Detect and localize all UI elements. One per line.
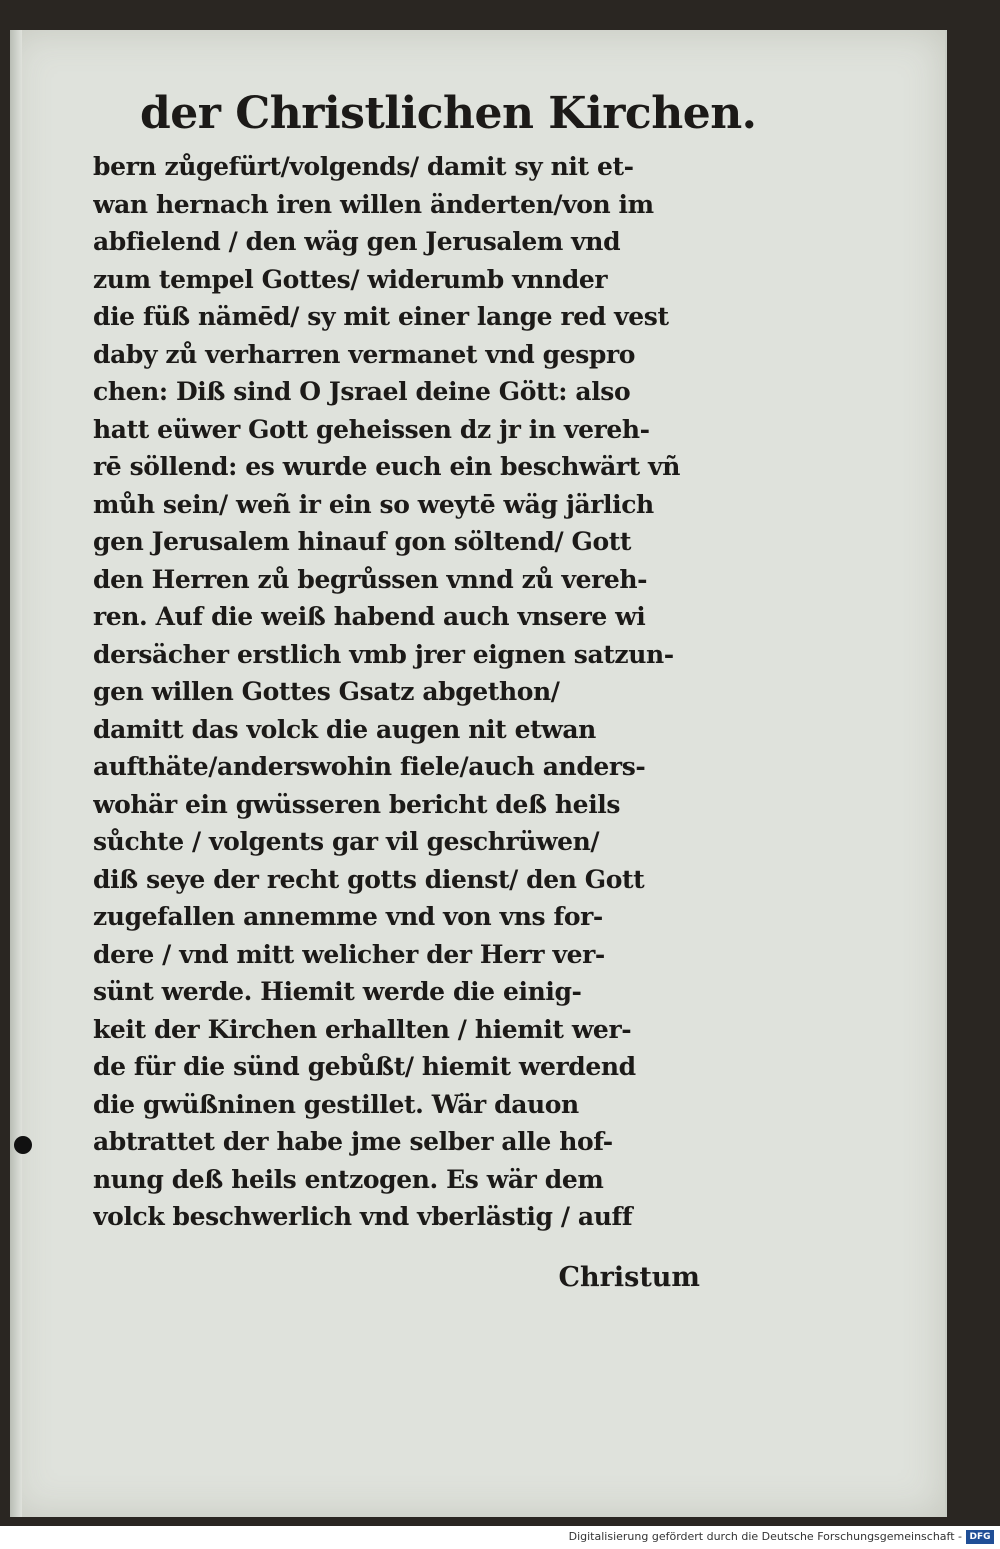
text-line: aufthäte/anderswohin fiele/auch anders-: [93, 752, 646, 781]
text-line: wohär ein gwüsseren bericht deß heils: [93, 789, 621, 819]
text-line: můh sein/ weñ ir ein so weytē wäg järlich: [93, 489, 654, 519]
catchword: Christum: [558, 1262, 700, 1293]
dfg-logo-icon: DFG: [966, 1530, 994, 1544]
text-line: daby zů verharren vermanet vnd gespro: [93, 339, 636, 369]
footer-bar: [0, 1526, 1000, 1549]
footer-credit: Digitalisierung gefördert durch die Deutsche Forschungsgemeinschaft -: [568, 1530, 962, 1543]
binding-hole-mark: [14, 1136, 32, 1154]
text-line: dersächer erstlich vmb jrer eignen satzun-: [93, 639, 674, 669]
text-line: rē söllend: es wurde euch ein beschwärt vñ: [93, 452, 681, 481]
text-line: volck beschwerlich vnd vberlästig / auff: [93, 1202, 633, 1231]
text-line: keit der Kirchen erhallten / hiemit wer-: [93, 1014, 632, 1044]
text-line: abfielend / den wäg gen Jerusalem vnd: [93, 227, 621, 256]
text-line: sünt werde. Hiemit werde die einig-: [93, 977, 582, 1006]
text-line: zum tempel Gottes/ widerumb vnnder: [93, 264, 608, 294]
page-gutter-edge: [10, 30, 22, 1517]
text-line: chen: Diß sind O Jsrael deine Gött: also: [93, 377, 631, 406]
text-line: de für die sünd gebůßt/ hiemit werdend: [93, 1052, 636, 1081]
text-line: hatt eüwer Gott geheissen dz jr in vereh-: [93, 414, 650, 444]
text-line: nung deß heils entzogen. Es wär dem: [93, 1164, 604, 1194]
running-head: der Christlichen Kirchen.: [140, 88, 757, 139]
text-line: ren. Auf die weiß habend auch vnsere wi: [93, 602, 646, 631]
text-line: die füß nämēd/ sy mit einer lange red vest: [93, 302, 669, 331]
text-line: zugefallen annemme vnd von vns for-: [93, 902, 603, 931]
text-line: gen Jerusalem hinauf gon söltend/ Gott: [93, 527, 632, 556]
text-line: die gwüßninen gestillet. Wär dauon: [93, 1089, 579, 1119]
text-line: bern zůgefürt/volgends/ damit sy nit et-: [93, 152, 634, 181]
text-line: diß seye der recht gotts dienst/ den Gott: [93, 864, 645, 894]
body-text: [93, 148, 698, 1236]
text-line: gen willen Gottes Gsatz abgethon/: [93, 677, 560, 706]
text-line: wan hernach iren willen änderten/von im: [93, 189, 654, 219]
text-line: abtrattet der habe jme selber alle hof-: [93, 1127, 613, 1156]
text-line: sůchte / volgents gar vil geschrüwen/: [93, 827, 600, 856]
text-line: den Herren zů begrůssen vnnd zů vereh-: [93, 564, 648, 594]
text-line: dere / vnd mitt welicher der Herr ver-: [93, 939, 605, 969]
text-line: damitt das volck die augen nit etwan: [93, 714, 596, 744]
